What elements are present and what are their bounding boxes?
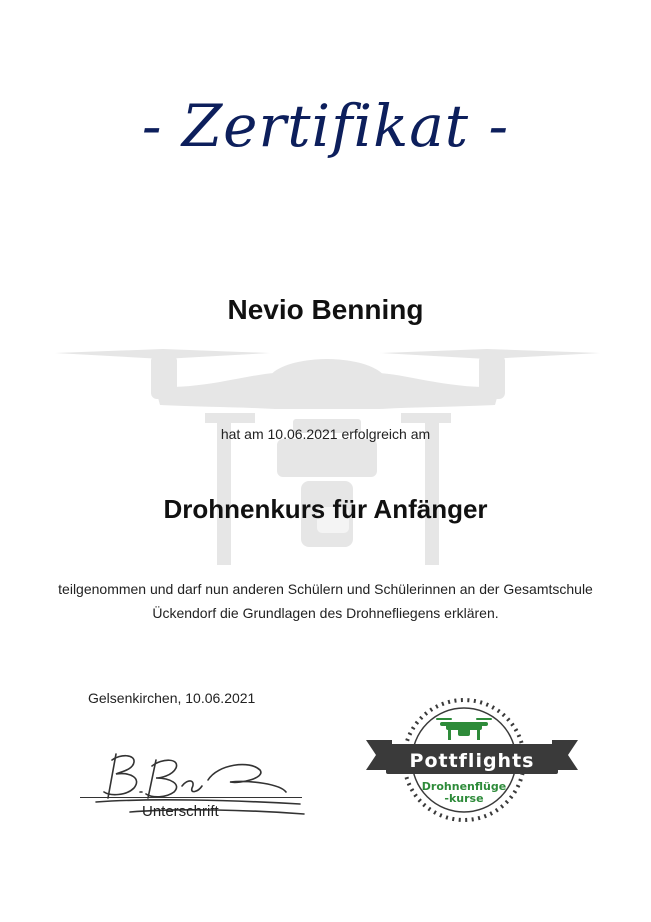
signature-label: Unterschrift (142, 803, 219, 820)
certificate-title: - Zertifikat - (141, 92, 510, 160)
logo-subtitle-line2: -kurse (444, 792, 484, 805)
signature-line (80, 797, 302, 798)
place-date: Gelsenkirchen, 10.06.2021 (88, 690, 256, 706)
pottflights-logo (366, 696, 578, 824)
certificate-description: teilgenommen und darf nun anderen Schülern und Schülerinnen an der Gesamtschule Ückendorf die Grundlagen des Drohnefliegens erklären. (58, 581, 593, 621)
drone-watermark-icon (55, 335, 600, 580)
completion-line: hat am 10.06.2021 erfolgreich am (220, 426, 431, 442)
course-name: Drohnenkurs für Anfänger (163, 494, 488, 524)
logo-brand: Pottflights (409, 750, 535, 772)
recipient-name: Nevio Benning (227, 294, 424, 325)
logo-subtitle-line1: Drohnenflüge (421, 780, 507, 793)
